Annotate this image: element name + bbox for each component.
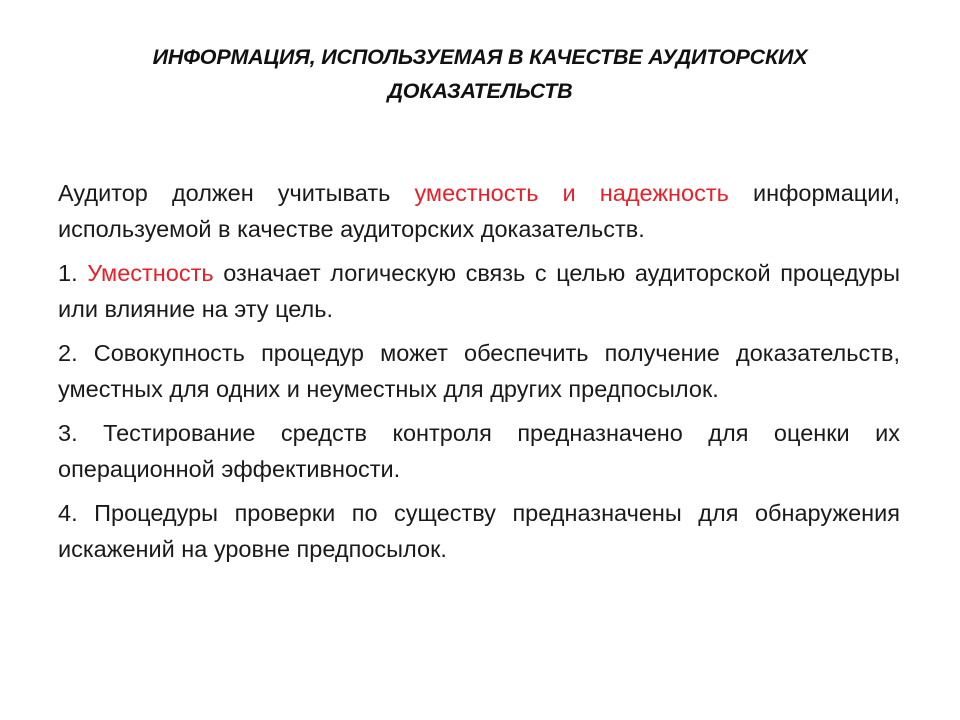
slide-title-line-1: ИНФОРМАЦИЯ, ИСПОЛЬЗУЕМАЯ В КАЧЕСТВЕ АУДИТОРСКИХ <box>152 45 808 69</box>
slide-title <box>90 40 870 108</box>
intro-text-end: информации, используемой в качестве аудиторских доказательств. <box>58 180 901 242</box>
list-item-1-text: означает логическую связь с целью аудиторской процедуры или влияние на эту цель. <box>58 260 900 322</box>
list-item-2: 2. Совокупность процедур может обеспечить получение доказательств, уместных для одних и неуместных для других предпосылок. <box>58 340 900 402</box>
list-item-1-highlight: Уместность <box>87 260 214 286</box>
intro-text-start: Аудитор должен учитывать <box>58 180 415 206</box>
slide-title-line-2: ДОКАЗАТЕЛЬСТВ <box>387 79 573 103</box>
slide-body <box>58 175 900 575</box>
list-item-1-number: 1. <box>58 260 88 286</box>
list-item-4: 4. Процедуры проверки по существу предназначены для обнаружения искажений на уровне предпосылок. <box>58 500 900 562</box>
list-item-3: 3. Тестирование средств контроля предназначено для оценки их операционной эффективности. <box>58 420 900 482</box>
list-item-1 <box>58 255 900 327</box>
intro-highlight: уместность и надежность <box>414 180 729 206</box>
intro-paragraph <box>58 175 900 247</box>
